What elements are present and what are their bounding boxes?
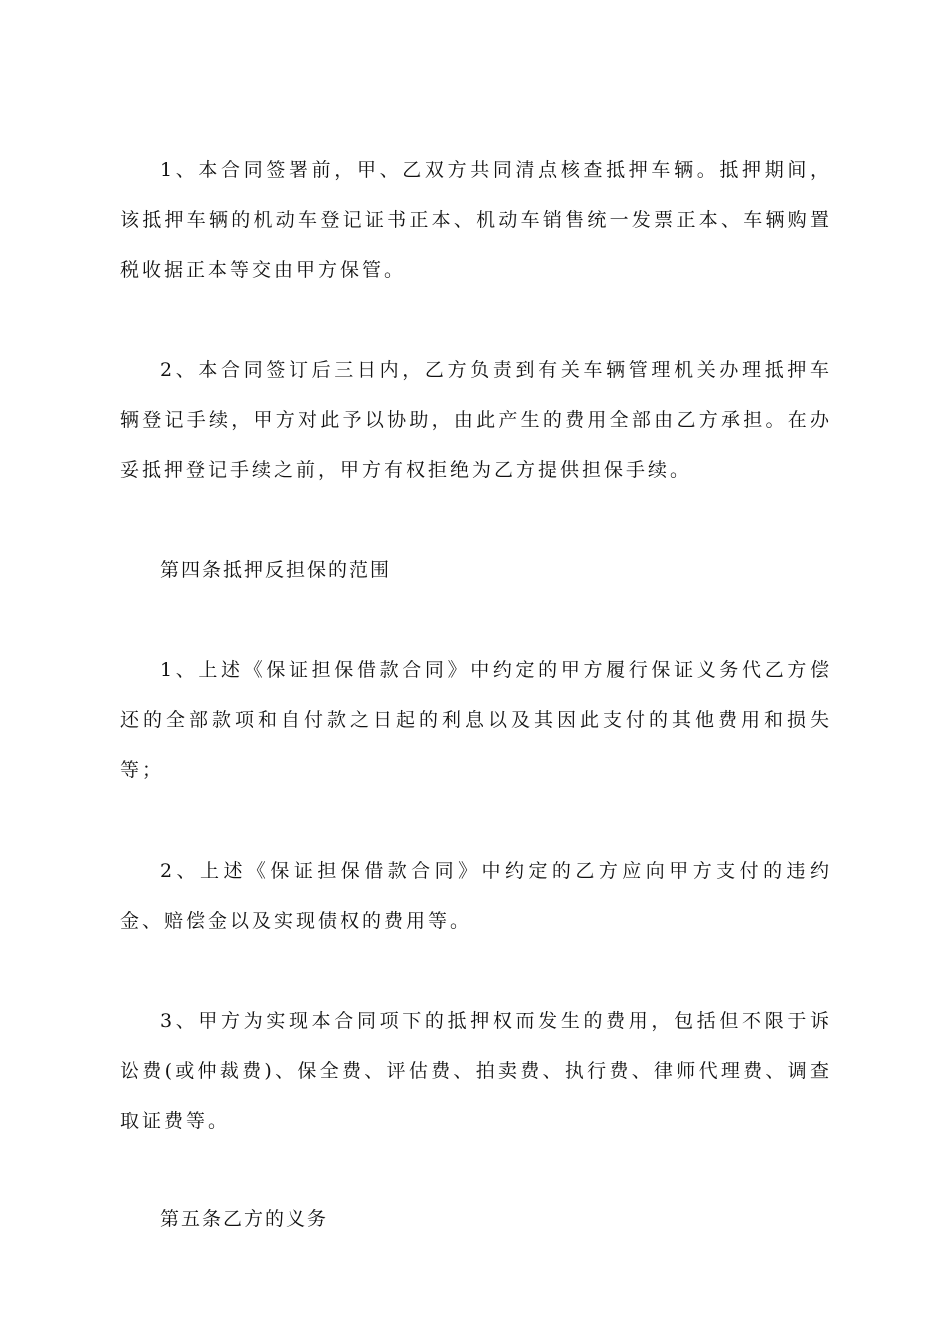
clause-3-item-2-paragraph: 2、本合同签订后三日内，乙方负责到有关车辆管理机关办理抵押车辆登记手续，甲方对此予以协助，由此产生的费用全部由乙方承担。在办妥抵押登记手续之前，甲方有权拒绝为乙方提供担保手续。 <box>120 359 832 481</box>
clause-4-heading: 第四条抵押反担保的范围 <box>160 559 392 581</box>
clause-4-item-2-paragraph: 2、上述《保证担保借款合同》中约定的乙方应向甲方支付的违约金、赔偿金以及实现债权的费用等。 <box>120 860 832 932</box>
clause-5-heading: 第五条乙方的义务 <box>160 1208 329 1230</box>
clause-4-item-3-paragraph: 3、甲方为实现本合同项下的抵押权而发生的费用，包括但不限于诉讼费(或仲裁费)、保全费、评估费、拍卖费、执行费、律师代理费、调查取证费等。 <box>120 1010 832 1132</box>
clause-3-item-1-paragraph: 1、本合同签署前，甲、乙双方共同清点核查抵押车辆。抵押期间，该抵押车辆的机动车登记证书正本、机动车销售统一发票正本、车辆购置税收据正本等交由甲方保管。 <box>120 159 832 281</box>
clause-4-item-1-paragraph: 1、上述《保证担保借款合同》中约定的甲方履行保证义务代乙方偿还的全部款项和自付款之日起的利息以及其因此支付的其他费用和损失等； <box>120 659 832 781</box>
